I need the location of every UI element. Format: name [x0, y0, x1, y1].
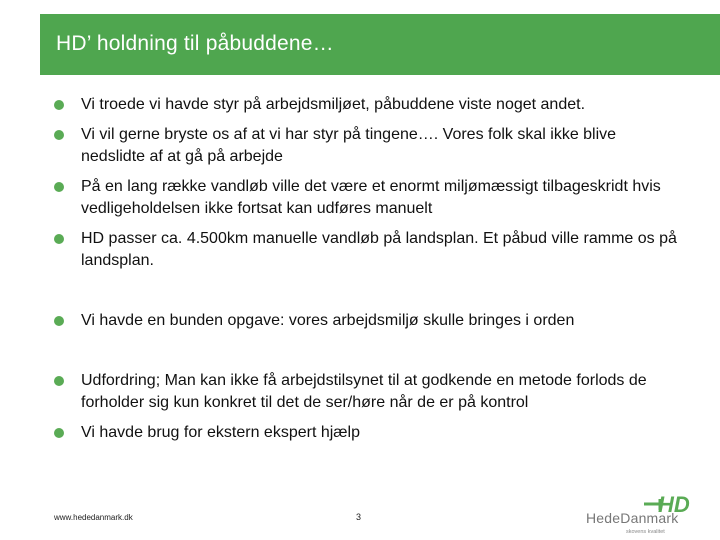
bullet-item — [52, 94, 682, 116]
bullet-item — [52, 370, 682, 414]
logo-tagline: skovens kvalitet — [626, 529, 665, 535]
bullet-item — [52, 310, 682, 332]
bullet-dot-icon — [54, 100, 64, 110]
bullet-item — [52, 176, 682, 220]
bullet-dot-icon — [54, 182, 64, 192]
bullet-dot-icon — [54, 130, 64, 140]
bullet-text: Vi havde brug for ekstern ekspert hjælp — [81, 424, 360, 441]
page-number: 3 — [356, 512, 362, 522]
bullet-dot-icon — [54, 234, 64, 244]
footer-url: www.hededanmark.dk — [54, 513, 133, 522]
bullet-text: Vi vil gerne bryste os af at vi har styr på tingene…. Vores folk skal ikke blive nedslidte af at gå på arbejde — [81, 126, 617, 165]
bullet-item — [52, 124, 682, 168]
bullet-text: Udfordring; Man kan ikke få arbejdstilsynet til at godkende en metode forlods de forholder sig kun konkret til det de ser/høre når de er på kontrol — [81, 372, 647, 411]
bullet-text: Vi troede vi havde styr på arbejdsmiljøet, påbuddene viste noget andet. — [81, 96, 586, 113]
logo-name: HedeDanmark — [586, 510, 679, 526]
bullet-item — [52, 422, 682, 444]
bullet-item — [52, 228, 682, 272]
title-bar — [40, 14, 720, 75]
bullet-text: På en lang række vandløb ville det være et enormt miljømæssigt tilbageskridt hvis vedligeholdelsen ikke fortsat kan udføres manuelt — [81, 178, 661, 217]
slide-title: HD’ holdning til påbuddene… — [56, 32, 334, 55]
logo-mark: HD — [658, 492, 690, 517]
bullet-dot-icon — [54, 376, 64, 386]
bullet-dot-icon — [54, 316, 64, 326]
bullet-dot-icon — [54, 428, 64, 438]
bullet-text: Vi havde en bunden opgave: vores arbejdsmiljø skulle bringes i orden — [81, 312, 575, 329]
hededanmark-logo — [584, 490, 704, 536]
bullet-text: HD passer ca. 4.500km manuelle vandløb på landsplan. Et påbud ville ramme os på landsplan. — [81, 230, 677, 269]
